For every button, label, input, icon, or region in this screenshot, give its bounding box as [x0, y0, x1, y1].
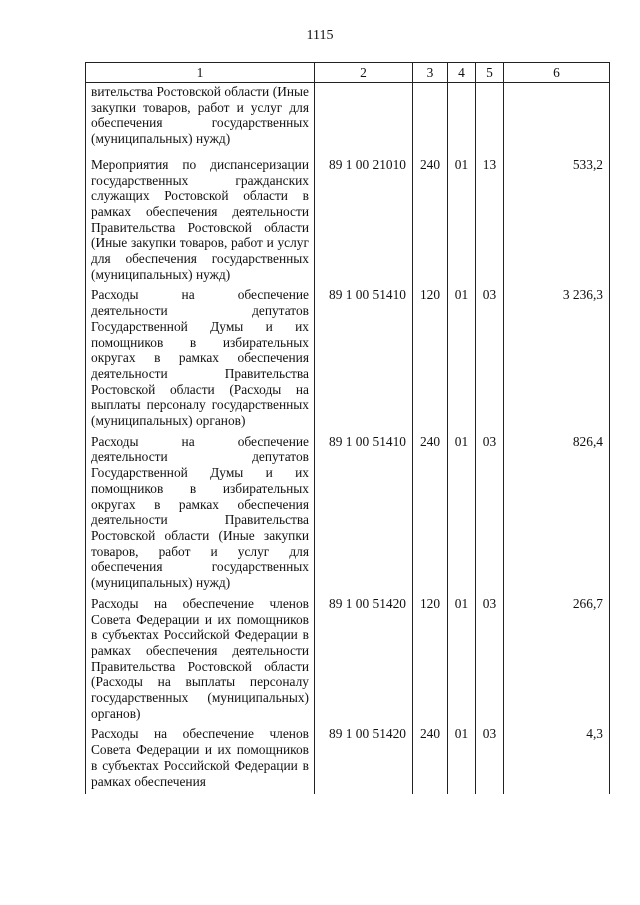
row-amount: 4,3 — [504, 726, 610, 794]
header-cell-2: 2 — [315, 63, 413, 83]
row-col3 — [413, 83, 448, 157]
row-col3: 240 — [413, 726, 448, 794]
header-cell-3: 3 — [413, 63, 448, 83]
row-description: Расходы на обеспечение деятельности депутатов Государственной Думы и их помощников в избирательных округах в рамках обеспечения деятельности Правительства Ростовской области (Иные закупки товаров, работ и услуг для обеспечения государственных (муниципальных) нужд) — [86, 434, 315, 596]
row-code: 89 1 00 21010 — [315, 157, 413, 288]
header-cell-5: 5 — [476, 63, 504, 83]
row-description: Расходы на обеспечение деятельности депутатов Государственной Думы и их помощников в избирательных округах в рамках обеспечения деятельности Правительства Ростовской области (Расходы на выплаты персоналу государственных (муниципальных) органов) — [86, 287, 315, 433]
row-description: вительства Ростовской области (Иные закупки товаров, работ и услуг для обеспечения государственных (муниципальных) нужд) — [86, 83, 315, 157]
budget-table — [85, 62, 610, 794]
table-row — [86, 726, 610, 794]
row-col5: 03 — [476, 596, 504, 727]
row-amount — [504, 83, 610, 157]
row-col5: 13 — [476, 157, 504, 288]
row-col5 — [476, 83, 504, 157]
table-row — [86, 83, 610, 157]
row-description: Расходы на обеспечение членов Совета Федерации и их помощников в субъектах Российской Федерации в рамках обеспечения — [86, 726, 315, 794]
row-col3: 240 — [413, 434, 448, 596]
row-amount: 533,2 — [504, 157, 610, 288]
row-col4: 01 — [448, 596, 476, 727]
table-row — [86, 157, 610, 288]
table-row — [86, 596, 610, 727]
row-code — [315, 83, 413, 157]
header-row — [86, 63, 610, 83]
table-row — [86, 434, 610, 596]
header-cell-6: 6 — [504, 63, 610, 83]
row-code: 89 1 00 51410 — [315, 434, 413, 596]
row-col4: 01 — [448, 434, 476, 596]
row-col3: 120 — [413, 596, 448, 727]
row-col3: 120 — [413, 287, 448, 433]
row-description: Расходы на обеспечение членов Совета Федерации и их помощников в субъектах Российской Федерации в рамках обеспечения деятельности Правительства Ростовской области (Расходы на выплаты персоналу государственных (муниципальных) органов) — [86, 596, 315, 727]
row-amount: 3 236,3 — [504, 287, 610, 433]
row-col4: 01 — [448, 726, 476, 794]
page-number: 1115 — [306, 28, 334, 43]
row-code: 89 1 00 51420 — [315, 726, 413, 794]
row-col5: 03 — [476, 434, 504, 596]
row-col4 — [448, 83, 476, 157]
header-cell-1: 1 — [86, 63, 315, 83]
row-code: 89 1 00 51420 — [315, 596, 413, 727]
row-col3: 240 — [413, 157, 448, 288]
row-description: Мероприятия по диспансеризации государственных гражданских служащих Ростовской области в рамках обеспечения деятельности Правительства Ростовской области (Иные закупки товаров, работ и услуг для обеспечения государственных (муниципальных) нужд) — [86, 157, 315, 288]
row-col5: 03 — [476, 726, 504, 794]
table-row — [86, 287, 610, 433]
row-amount: 826,4 — [504, 434, 610, 596]
row-col4: 01 — [448, 157, 476, 288]
row-amount: 266,7 — [504, 596, 610, 727]
row-code: 89 1 00 51410 — [315, 287, 413, 433]
row-col5: 03 — [476, 287, 504, 433]
row-col4: 01 — [448, 287, 476, 433]
header-cell-4: 4 — [448, 63, 476, 83]
